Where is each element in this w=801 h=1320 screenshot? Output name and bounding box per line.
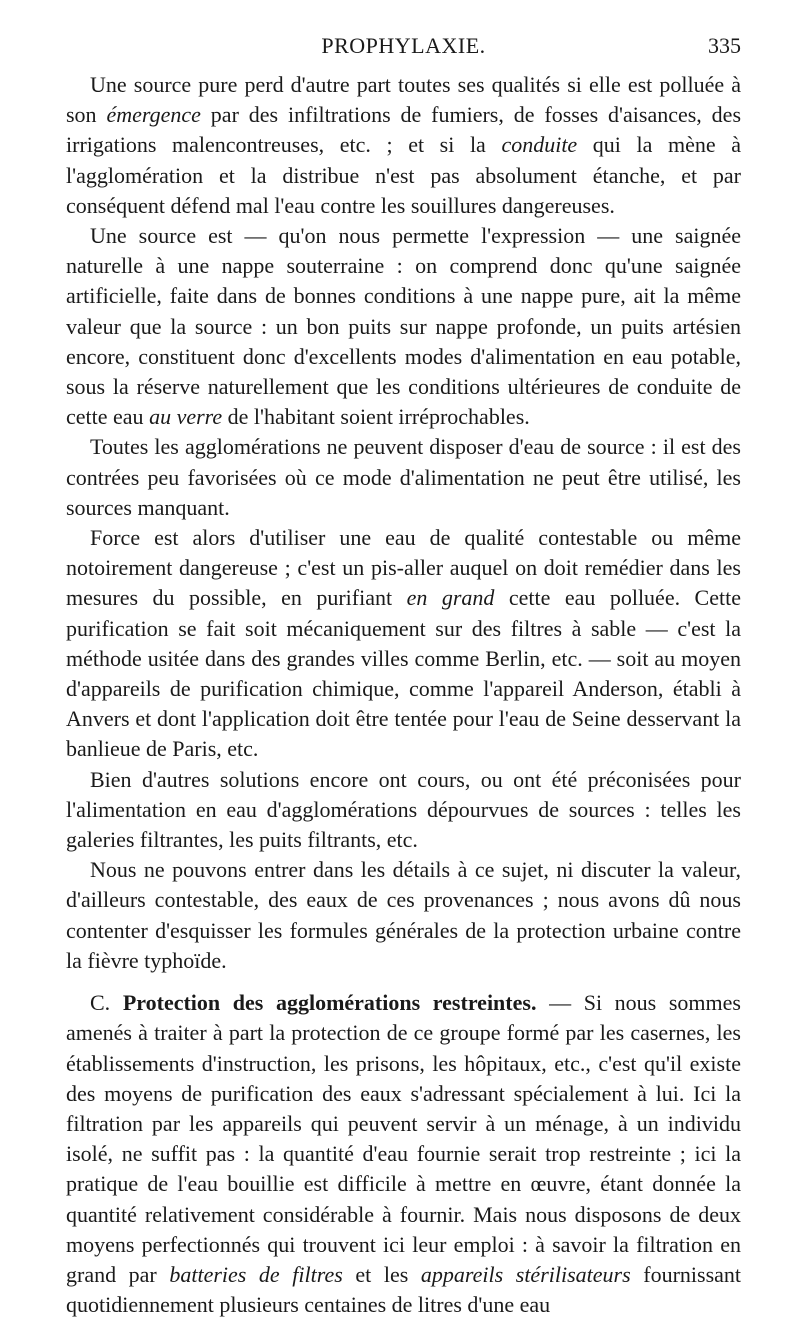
italic-term: batteries de filtres [169,1261,343,1287]
italic-term: en grand [406,585,495,611]
running-title: PROPHYLAXIE. [321,33,486,58]
paragraph: Force est alors d'utiliser une eau de qualité contestable ou même notoirement dangereuse ; c'est un pis-aller auquel on doit remédier dans les mesures du possible, en purifiant en grand cette eau polluée. Cette purification se fait soit mécaniquement sur des filtres à sable — c'est la méthode usitée dans des grandes villes comme Berlin, etc. — soit au moyen d'appareils de purification chimique, comme l'appareil Anderson, établi à Anvers et dont l'application doit être tentée pour l'eau de Seine desservant la banlieue de Paris, etc. [66,525,741,762]
running-head [66,0,741,70]
section-heading: Protection des agglomérations restreintes. [122,990,537,1016]
italic-term: au verre [149,404,223,430]
paragraph: Toutes les agglomérations ne peuvent disposer d'eau de source : il est des contrées peu favorisées où ce mode d'alimentation ne peut être utilisé, les sources manquant. [66,434,741,520]
paragraph: Une source est — qu'on nous permette l'expression — une saignée naturelle à une nappe souterraine : on comprend donc qu'une saignée artificielle, faite dans de bonnes conditions à une nappe pure, ait la même valeur que la source : un bon puits sur nappe profonde, un puits artésien encore, constituent donc d'excellents modes d'alimentation en eau potable, sous la réserve naturellement que les conditions ultérieures de conduite de cette eau au verre de l'habitant soient irréprochables. [66,223,741,430]
page-number: 335 [708,33,741,58]
body-text [66,70,741,1320]
paragraph: Bien d'autres solutions encore ont cours, ou ont été préconisées pour l'alimentation en eau d'agglomérations dépourvues de sources : telles les galeries filtrantes, les puits filtrants, etc. [66,766,741,853]
paragraph: Une source pure perd d'autre part toutes ses qualités si elle est polluée à son émergence par des infiltrations de fumiers, de fosses d'aisances, des irrigations malencontreuses, etc. ; et si la conduite qui la mène à l'agglomération et la distribue n'est pas absolument étanche, et par conséquent défend mal l'eau contre les souillures dangereuses. [66,72,742,218]
italic-term: appareils stérilisateurs [420,1261,631,1287]
italic-term: émergence [106,102,201,128]
section-paragraph: C. Protection des agglomérations restreintes. — Si nous sommes amenés à traiter à part la protection de ce groupe formé par les casernes, les établissements d'instruction, les prisons, les hôpitaux, etc., c'est qu'il existe des moyens de purification des eaux s'adressant spécialement à lui. Ici la filtration par les appareils qui peuvent servir à un ménage, à un individu isolé, ne suffit pas : la quantité d'eau fournie serait trop restreinte ; ici la pratique de l'eau bouillie est difficile à mettre en œuvre, étant donnée la quantité relativement considérable à fournir. Mais nous disposons de deux moyens perfectionnés qui trouvent ici leur emploi : à savoir la filtration en grand par batteries de filtres et les appareils stérilisateurs fournissant quotidiennement plusieurs centaines de litres d'une eau [66,990,742,1318]
paragraph: Nous ne pouvons entrer dans les détails à ce sujet, ni discuter la valeur, d'ailleurs contestable, des eaux de ces provenances ; nous avons dû nous contenter d'esquisser les formules générales de la protection urbaine contre la fièvre typhoïde. [66,857,741,973]
italic-term: conduite [501,132,578,158]
